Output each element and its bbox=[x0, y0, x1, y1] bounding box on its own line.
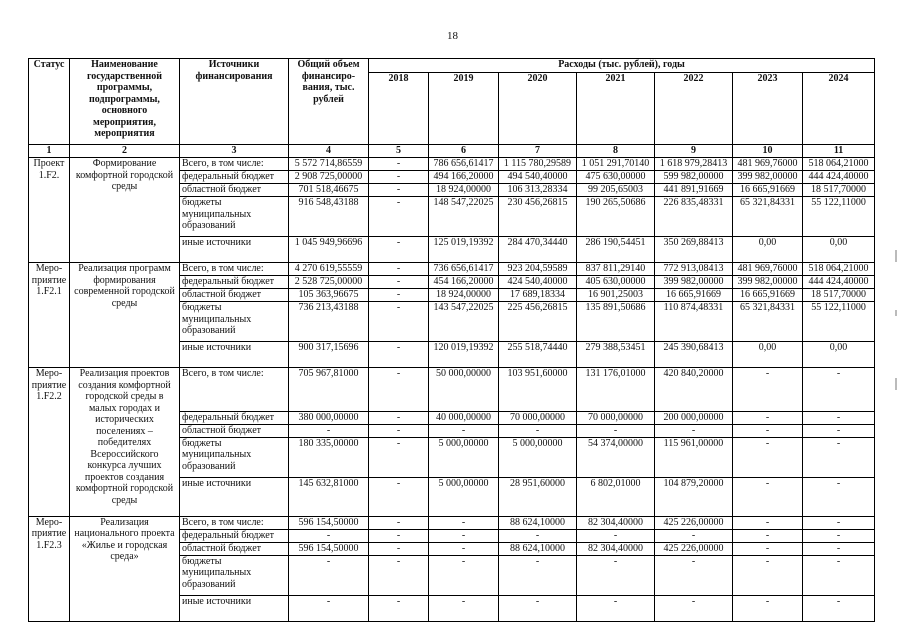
cell-year-value: - bbox=[577, 555, 655, 595]
cell-total: 2 528 725,00000 bbox=[289, 276, 369, 289]
cell-year-value: 54 374,00000 bbox=[577, 437, 655, 477]
header-year: 2024 bbox=[803, 73, 875, 145]
cell-year-value: 103 951,60000 bbox=[499, 368, 577, 412]
cell-year-value: - bbox=[369, 425, 429, 438]
cell-year-value: 444 424,40000 bbox=[803, 171, 875, 184]
cell-year-value: - bbox=[369, 477, 429, 516]
cell-year-value: - bbox=[803, 437, 875, 477]
header-year: 2022 bbox=[655, 73, 733, 145]
cell-year-value: - bbox=[429, 595, 499, 621]
row-source: бюджеты муниципальных образований bbox=[180, 437, 289, 477]
cell-year-value: 6 802,01000 bbox=[577, 477, 655, 516]
row-source: федеральный бюджет bbox=[180, 171, 289, 184]
cell-year-value: 425 226,00000 bbox=[655, 516, 733, 529]
cell-total: 701 518,46675 bbox=[289, 184, 369, 197]
cell-year-value: 131 176,01000 bbox=[577, 368, 655, 412]
cell-year-value: 18 924,00000 bbox=[429, 289, 499, 302]
cell-year-value: 104 879,20000 bbox=[655, 477, 733, 516]
cell-year-value: 99 205,65003 bbox=[577, 184, 655, 197]
cell-year-value: - bbox=[655, 529, 733, 542]
cell-year-value: 148 547,22025 bbox=[429, 197, 499, 237]
column-index: 6 bbox=[429, 145, 499, 158]
cell-year-value: 1 115 780,29589 bbox=[499, 158, 577, 171]
header-total: Общий объем финансиро-вания, тыс. рублей bbox=[289, 59, 369, 145]
cell-year-value: 425 226,00000 bbox=[655, 542, 733, 555]
cell-year-value: - bbox=[429, 542, 499, 555]
cell-year-value: - bbox=[655, 555, 733, 595]
cell-year-value: 65 321,84331 bbox=[733, 302, 803, 342]
cell-total: 5 572 714,86559 bbox=[289, 158, 369, 171]
budget-table bbox=[28, 58, 875, 622]
cell-year-value: 143 547,22025 bbox=[429, 302, 499, 342]
cell-total: 180 335,00000 bbox=[289, 437, 369, 477]
cell-year-value: 444 424,40000 bbox=[803, 276, 875, 289]
cell-year-value: 475 630,00000 bbox=[577, 171, 655, 184]
table-body bbox=[29, 158, 875, 622]
cell-year-value: 115 961,00000 bbox=[655, 437, 733, 477]
cell-year-value: 5 000,00000 bbox=[429, 437, 499, 477]
cell-year-value: - bbox=[369, 263, 429, 276]
cell-year-value: 125 019,19392 bbox=[429, 237, 499, 263]
row-name: Реализация проектов создания комфортной городской среды в малых городах и исторических поселениях – победителях Всероссийского конкурса лучших проектов создания комфортной городской среды bbox=[70, 368, 180, 517]
cell-year-value: 286 190,54451 bbox=[577, 237, 655, 263]
cell-year-value: - bbox=[369, 595, 429, 621]
row-status: Проект 1.F2. bbox=[29, 158, 70, 263]
cell-total: 705 967,81000 bbox=[289, 368, 369, 412]
cell-year-value: 18 517,70000 bbox=[803, 184, 875, 197]
row-source: иные источники bbox=[180, 477, 289, 516]
header-source: Источники финансирования bbox=[180, 59, 289, 145]
cell-year-value: 0,00 bbox=[733, 237, 803, 263]
row-source: бюджеты муниципальных образований bbox=[180, 197, 289, 237]
header-expenses: Расходы (тыс. рублей), годы bbox=[369, 59, 875, 73]
cell-year-value: - bbox=[733, 529, 803, 542]
cell-year-value: 1 618 979,28413 bbox=[655, 158, 733, 171]
cell-year-value: - bbox=[733, 542, 803, 555]
cell-total: 596 154,50000 bbox=[289, 542, 369, 555]
cell-total: 900 317,15696 bbox=[289, 342, 369, 368]
cell-year-value: - bbox=[733, 595, 803, 621]
column-index: 3 bbox=[180, 145, 289, 158]
row-name: Реализация национального проекта «Жилье и городская среда» bbox=[70, 516, 180, 621]
cell-year-value: 16 665,91669 bbox=[655, 289, 733, 302]
cell-year-value: - bbox=[429, 516, 499, 529]
cell-total: 105 363,96675 bbox=[289, 289, 369, 302]
table-row bbox=[29, 368, 875, 412]
cell-year-value: - bbox=[369, 542, 429, 555]
header-year: 2023 bbox=[733, 73, 803, 145]
column-index: 8 bbox=[577, 145, 655, 158]
header-year: 2020 bbox=[499, 73, 577, 145]
cell-year-value: 255 518,74440 bbox=[499, 342, 577, 368]
cell-year-value: 88 624,10000 bbox=[499, 516, 577, 529]
cell-total: - bbox=[289, 595, 369, 621]
cell-year-value: 225 456,26815 bbox=[499, 302, 577, 342]
cell-year-value: 16 665,91669 bbox=[733, 184, 803, 197]
cell-year-value: 0,00 bbox=[733, 342, 803, 368]
row-status: Меро-приятие 1.F2.1 bbox=[29, 263, 70, 368]
cell-year-value: - bbox=[655, 425, 733, 438]
column-index: 5 bbox=[369, 145, 429, 158]
cell-year-value: 481 969,76000 bbox=[733, 158, 803, 171]
cell-year-value: - bbox=[429, 529, 499, 542]
row-source: иные источники bbox=[180, 237, 289, 263]
cell-year-value: 772 913,08413 bbox=[655, 263, 733, 276]
cell-year-value: 786 656,61417 bbox=[429, 158, 499, 171]
table-row bbox=[29, 516, 875, 529]
cell-year-value: - bbox=[499, 425, 577, 438]
row-status: Меро-приятие 1.F2.3 bbox=[29, 516, 70, 621]
cell-year-value: - bbox=[369, 171, 429, 184]
row-source: иные источники bbox=[180, 342, 289, 368]
row-source: областной бюджет bbox=[180, 542, 289, 555]
table-row bbox=[29, 158, 875, 171]
cell-year-value: - bbox=[369, 555, 429, 595]
cell-year-value: - bbox=[733, 412, 803, 425]
cell-year-value: 70 000,00000 bbox=[499, 412, 577, 425]
page-number: 18 bbox=[447, 30, 458, 42]
cell-year-value: 70 000,00000 bbox=[577, 412, 655, 425]
cell-year-value: - bbox=[369, 368, 429, 412]
cell-year-value: - bbox=[369, 437, 429, 477]
cell-year-value: - bbox=[369, 302, 429, 342]
cell-year-value: 50 000,00000 bbox=[429, 368, 499, 412]
cell-year-value: - bbox=[369, 516, 429, 529]
cell-year-value: 494 540,40000 bbox=[499, 171, 577, 184]
cell-year-value: 110 874,48331 bbox=[655, 302, 733, 342]
column-index: 2 bbox=[70, 145, 180, 158]
table-row bbox=[29, 263, 875, 276]
cell-year-value: 5 000,00000 bbox=[499, 437, 577, 477]
cell-total: 380 000,00000 bbox=[289, 412, 369, 425]
cell-year-value: - bbox=[577, 529, 655, 542]
row-source: Всего, в том числе: bbox=[180, 516, 289, 529]
cell-year-value: 200 000,00000 bbox=[655, 412, 733, 425]
cell-year-value: 16 665,91669 bbox=[733, 289, 803, 302]
cell-year-value: - bbox=[369, 412, 429, 425]
header-year: 2021 bbox=[577, 73, 655, 145]
cell-year-value: - bbox=[499, 529, 577, 542]
cell-year-value: - bbox=[733, 555, 803, 595]
column-index: 9 bbox=[655, 145, 733, 158]
cell-year-value: - bbox=[803, 542, 875, 555]
cell-year-value: 82 304,40000 bbox=[577, 542, 655, 555]
row-source: областной бюджет bbox=[180, 425, 289, 438]
cell-year-value: 245 390,68413 bbox=[655, 342, 733, 368]
cell-year-value: 279 388,53451 bbox=[577, 342, 655, 368]
cell-year-value: 420 840,20000 bbox=[655, 368, 733, 412]
cell-year-value: - bbox=[803, 425, 875, 438]
cell-year-value: 405 630,00000 bbox=[577, 276, 655, 289]
cell-year-value: 599 982,00000 bbox=[655, 171, 733, 184]
cell-year-value: 441 891,91669 bbox=[655, 184, 733, 197]
cell-year-value: 424 540,40000 bbox=[499, 276, 577, 289]
cell-year-value: 230 456,26815 bbox=[499, 197, 577, 237]
cell-year-value: - bbox=[369, 276, 429, 289]
column-index: 11 bbox=[803, 145, 875, 158]
cell-year-value: 82 304,40000 bbox=[577, 516, 655, 529]
row-source: бюджеты муниципальных образований bbox=[180, 302, 289, 342]
row-source: областной бюджет bbox=[180, 289, 289, 302]
cell-year-value: 5 000,00000 bbox=[429, 477, 499, 516]
cell-year-value: 18 924,00000 bbox=[429, 184, 499, 197]
row-source: иные источники bbox=[180, 595, 289, 621]
row-source: Всего, в том числе: bbox=[180, 263, 289, 276]
cell-year-value: 736 656,61417 bbox=[429, 263, 499, 276]
row-source: бюджеты муниципальных образований bbox=[180, 555, 289, 595]
cell-year-value: 284 470,34440 bbox=[499, 237, 577, 263]
cell-year-value: - bbox=[429, 555, 499, 595]
column-index: 1 bbox=[29, 145, 70, 158]
cell-total: 916 548,43188 bbox=[289, 197, 369, 237]
cell-year-value: 518 064,21000 bbox=[803, 263, 875, 276]
header-year: 2019 bbox=[429, 73, 499, 145]
cell-year-value: 226 835,48331 bbox=[655, 197, 733, 237]
cell-year-value: - bbox=[369, 237, 429, 263]
row-name: Реализация программ формирования современной городской среды bbox=[70, 263, 180, 368]
cell-year-value: - bbox=[369, 342, 429, 368]
cell-year-value: 55 122,11000 bbox=[803, 302, 875, 342]
cell-year-value: 494 166,20000 bbox=[429, 171, 499, 184]
cell-year-value: - bbox=[733, 437, 803, 477]
header-status: Статус bbox=[29, 59, 70, 145]
cell-total: 145 632,81000 bbox=[289, 477, 369, 516]
cell-year-value: 481 969,76000 bbox=[733, 263, 803, 276]
cell-year-value: 350 269,88413 bbox=[655, 237, 733, 263]
cell-year-value: - bbox=[369, 184, 429, 197]
cell-year-value: 0,00 bbox=[803, 237, 875, 263]
column-index-row bbox=[29, 145, 875, 158]
cell-year-value: - bbox=[733, 477, 803, 516]
header-year: 2018 bbox=[369, 73, 429, 145]
cell-total: 596 154,50000 bbox=[289, 516, 369, 529]
cell-year-value: - bbox=[369, 289, 429, 302]
cell-year-value: 88 624,10000 bbox=[499, 542, 577, 555]
cell-total: 4 270 619,55559 bbox=[289, 263, 369, 276]
row-name: Формирование комфортной городской среды bbox=[70, 158, 180, 263]
cell-total: 736 213,43188 bbox=[289, 302, 369, 342]
cell-year-value: - bbox=[803, 529, 875, 542]
cell-year-value: 190 265,50686 bbox=[577, 197, 655, 237]
row-source: федеральный бюджет bbox=[180, 529, 289, 542]
row-source: Всего, в том числе: bbox=[180, 158, 289, 171]
cell-year-value: - bbox=[655, 595, 733, 621]
cell-year-value: 106 313,28334 bbox=[499, 184, 577, 197]
cell-year-value: - bbox=[499, 555, 577, 595]
cell-year-value: 923 204,59589 bbox=[499, 263, 577, 276]
cell-year-value: - bbox=[577, 425, 655, 438]
cell-year-value: 399 982,00000 bbox=[733, 276, 803, 289]
cell-year-value: 65 321,84331 bbox=[733, 197, 803, 237]
cell-total: - bbox=[289, 529, 369, 542]
cell-year-value: 28 951,60000 bbox=[499, 477, 577, 516]
column-index: 10 bbox=[733, 145, 803, 158]
cell-year-value: - bbox=[803, 595, 875, 621]
cell-total: 1 045 949,96696 bbox=[289, 237, 369, 263]
cell-year-value: - bbox=[369, 529, 429, 542]
cell-year-value: 837 811,29140 bbox=[577, 263, 655, 276]
row-source: Всего, в том числе: bbox=[180, 368, 289, 412]
header-name: Наименование государственной программы, подпрограммы, основного мероприятия, мероприятия bbox=[70, 59, 180, 145]
cell-year-value: 16 901,25003 bbox=[577, 289, 655, 302]
row-source: федеральный бюджет bbox=[180, 412, 289, 425]
cell-year-value: 399 982,00000 bbox=[655, 276, 733, 289]
cell-total: 2 908 725,00000 bbox=[289, 171, 369, 184]
cell-year-value: - bbox=[733, 425, 803, 438]
cell-year-value: 40 000,00000 bbox=[429, 412, 499, 425]
row-source: областной бюджет bbox=[180, 184, 289, 197]
cell-year-value: 55 122,11000 bbox=[803, 197, 875, 237]
cell-year-value: - bbox=[733, 516, 803, 529]
cell-year-value: - bbox=[803, 412, 875, 425]
cell-total: - bbox=[289, 555, 369, 595]
cell-year-value: 0,00 bbox=[803, 342, 875, 368]
row-status: Меро-приятие 1.F2.2 bbox=[29, 368, 70, 517]
row-source: федеральный бюджет bbox=[180, 276, 289, 289]
cell-year-value: 135 891,50686 bbox=[577, 302, 655, 342]
cell-year-value: - bbox=[369, 158, 429, 171]
cell-year-value: - bbox=[733, 368, 803, 412]
cell-year-value: 518 064,21000 bbox=[803, 158, 875, 171]
cell-year-value: - bbox=[803, 477, 875, 516]
cell-year-value: 1 051 291,70140 bbox=[577, 158, 655, 171]
cell-year-value: - bbox=[429, 425, 499, 438]
cell-total: - bbox=[289, 425, 369, 438]
cell-year-value: - bbox=[803, 368, 875, 412]
cell-year-value: - bbox=[803, 555, 875, 595]
column-index: 7 bbox=[499, 145, 577, 158]
cell-year-value: - bbox=[369, 197, 429, 237]
cell-year-value: 399 982,00000 bbox=[733, 171, 803, 184]
cell-year-value: - bbox=[803, 516, 875, 529]
cell-year-value: 18 517,70000 bbox=[803, 289, 875, 302]
scan-edge-mark bbox=[895, 250, 897, 390]
cell-year-value: 17 689,18334 bbox=[499, 289, 577, 302]
cell-year-value: 454 166,20000 bbox=[429, 276, 499, 289]
cell-year-value: - bbox=[499, 595, 577, 621]
cell-year-value: - bbox=[577, 595, 655, 621]
cell-year-value: 120 019,19392 bbox=[429, 342, 499, 368]
column-index: 4 bbox=[289, 145, 369, 158]
